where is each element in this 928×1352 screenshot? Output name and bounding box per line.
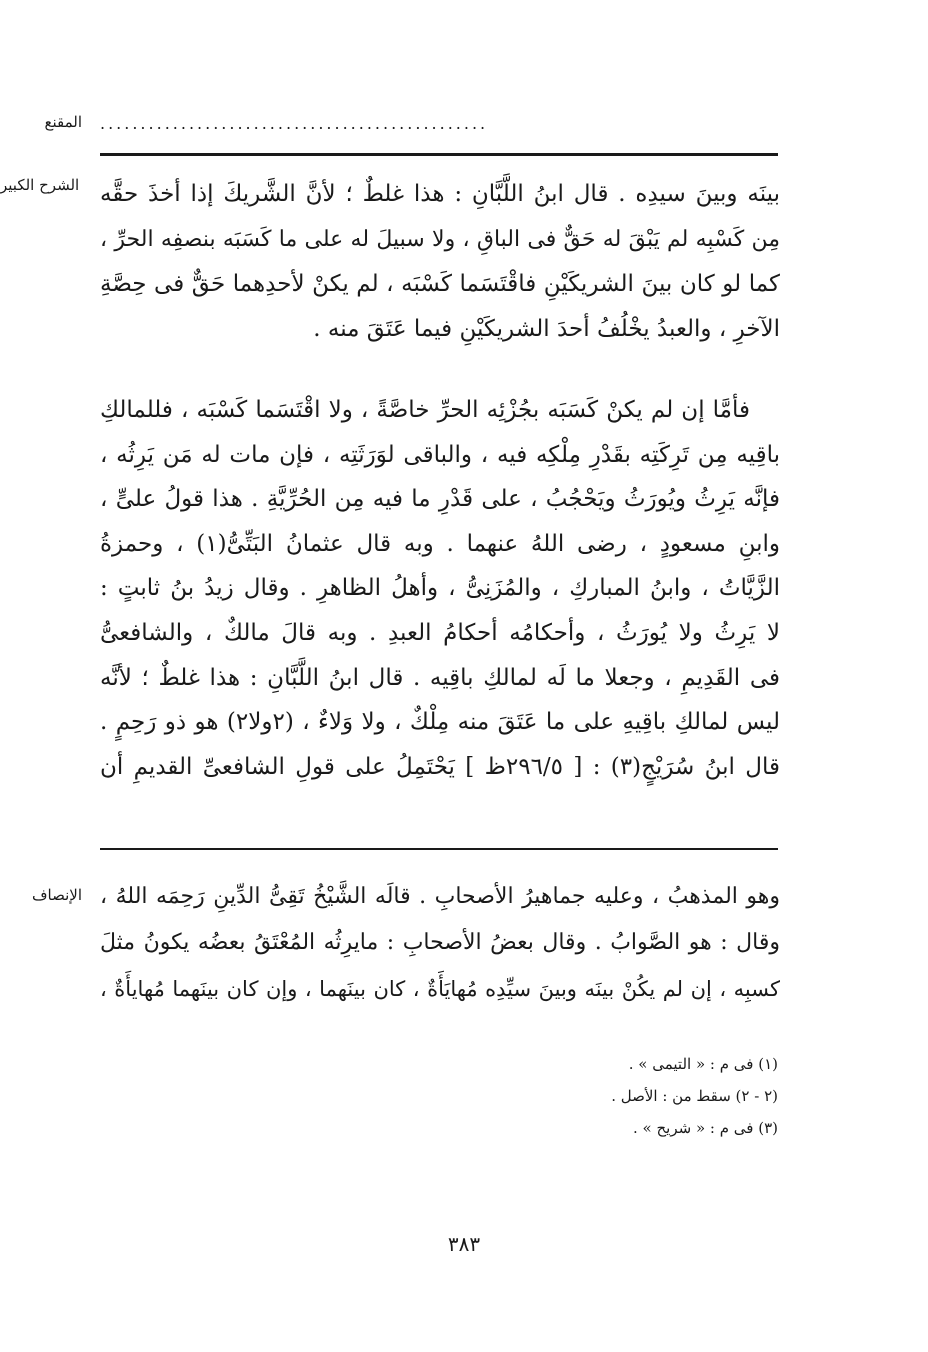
sharh-line: باقِيه مِن تَرِكَتِه بقَدْرِ مِلْكِه فيه ، والباقى لوَرَثَتِه ، فإن مات له مَن يَرِثُه ، xyxy=(100,441,780,468)
sharh-line: الآخرِ ، والعبدُ يخْلُفُ أحدَ الشريكَيْنِ فيما عَتَقَ منه . xyxy=(313,316,780,342)
sharh-line: فإنَّه يَرِثُ ويُورَثُ ويَحْجُبُ ، على قَدْرِ ما فيه مِن الحُرِّيَّةِ . هذا قولُ علىٍّ ، xyxy=(100,486,780,513)
header-leader-dots: ................................................ xyxy=(100,114,489,133)
header-rule xyxy=(100,153,778,156)
footnote: (١) فى م : « التيمى » . xyxy=(628,1055,778,1073)
sharh-line: لا يَرِثُ ولا يُورَثُ ، وأحكامُه أحكامُ العبدِ . وبه قالَ مالكٌ ، والشافعىُّ xyxy=(100,619,780,646)
insaf-line: وقال : هو الصَّوابُ . وقال بعضُ الأصحابِ : مايرِثُه المُعْتَقُ بعضُه يكونُ مثلَ xyxy=(100,930,780,955)
sharh-line: قال ابنُ سُرَيْجٍ(٣) : [ ٢٩٦/٥ظ ] يَحْتَمِلُ على قولِ الشافعىِّ القديمِ أن xyxy=(100,753,780,780)
insaf-line: وهو المذهبُ ، وعليه جماهيرُ الأصحابِ . قالَه الشَّيْخُ تَقِىُّ الدِّينِ رَحِمَه اللهُ ، xyxy=(100,884,780,909)
sharh-line: بينَه وبينَ سيدِه . قال ابنُ اللَّبَّانِ : هذا غلطٌ ؛ لأنَّ الشَّريكَ إذا أخذَ حقَّه xyxy=(100,181,780,207)
footnotes xyxy=(400,1048,778,1144)
footnote: (٣) فى م : « شريح » . xyxy=(633,1119,778,1137)
section-separator xyxy=(100,848,778,850)
sharh-line: كما لو كان بينَ الشريكَيْنِ فاقْتَسَما كَسْبَه ، لم يكنْ لأحدِهما حَقٌّ فى حِصَّةِ xyxy=(100,271,780,297)
sharh-line: وابنِ مسعودٍ ، رضى اللهُ عنهما . وبه قال عثمانُ البَتِّىُّ(١) ، وحمزةُ xyxy=(100,530,780,557)
insaf-text xyxy=(100,874,780,1012)
sharh-line: فأمَّا إن لم يكنْ كَسَبَه بجُزْئِه الحرِّ خاصَّةً ، ولا اقْتَسَما كَسْبَه ، فللمالكِ xyxy=(100,397,750,423)
sharh-line: مِن كَسْبِه لم يَبْقَ له حَقٌّ فى الباقِ ، ولا سبيلَ له على ما كَسَبَه بنصفِه الحرِّ ، xyxy=(100,227,780,252)
sharh-section-label: الشرح الكبير xyxy=(0,176,80,194)
sharh-line: فى القَدِيمِ ، وجعلا ما لَه لمالكِ باقِيه . قال ابنُ اللَّبَّانِ : هذا غلطٌ ؛ لأنَّه xyxy=(100,664,780,691)
sharh-line: ليس لمالكِ باقِيهِ على ما عَتَقَ منه مِلْكٌ ، ولا وَلاءٌ ، (٢ولا٢) هو ذو رَحِمٍ . xyxy=(100,709,780,736)
running-title: المقنع xyxy=(44,113,82,131)
sharh-text xyxy=(100,172,780,352)
page-number: ٣٨٣ xyxy=(447,1232,481,1256)
insaf-line: كسبِه ، إن لم يكُنْ بينَه وبينَ سيِّدِه مُهايَأَةٌ ، كان بينَهما ، وإن كان بينَهما مُهايأَةٌ ، xyxy=(100,977,780,1001)
footnote: (٢ - ٢) سقط من : الأصل . xyxy=(611,1087,778,1105)
insaf-section-label: الإنصاف xyxy=(31,886,82,904)
sharh-text-paragraph-2 xyxy=(100,388,780,789)
sharh-line: الزَّيَّاتُ ، وابنُ المباركِ ، والمُزَنِىُّ ، وأهلُ الظاهرِ . وقال زيدُ بنُ ثابتٍ : xyxy=(100,575,780,602)
